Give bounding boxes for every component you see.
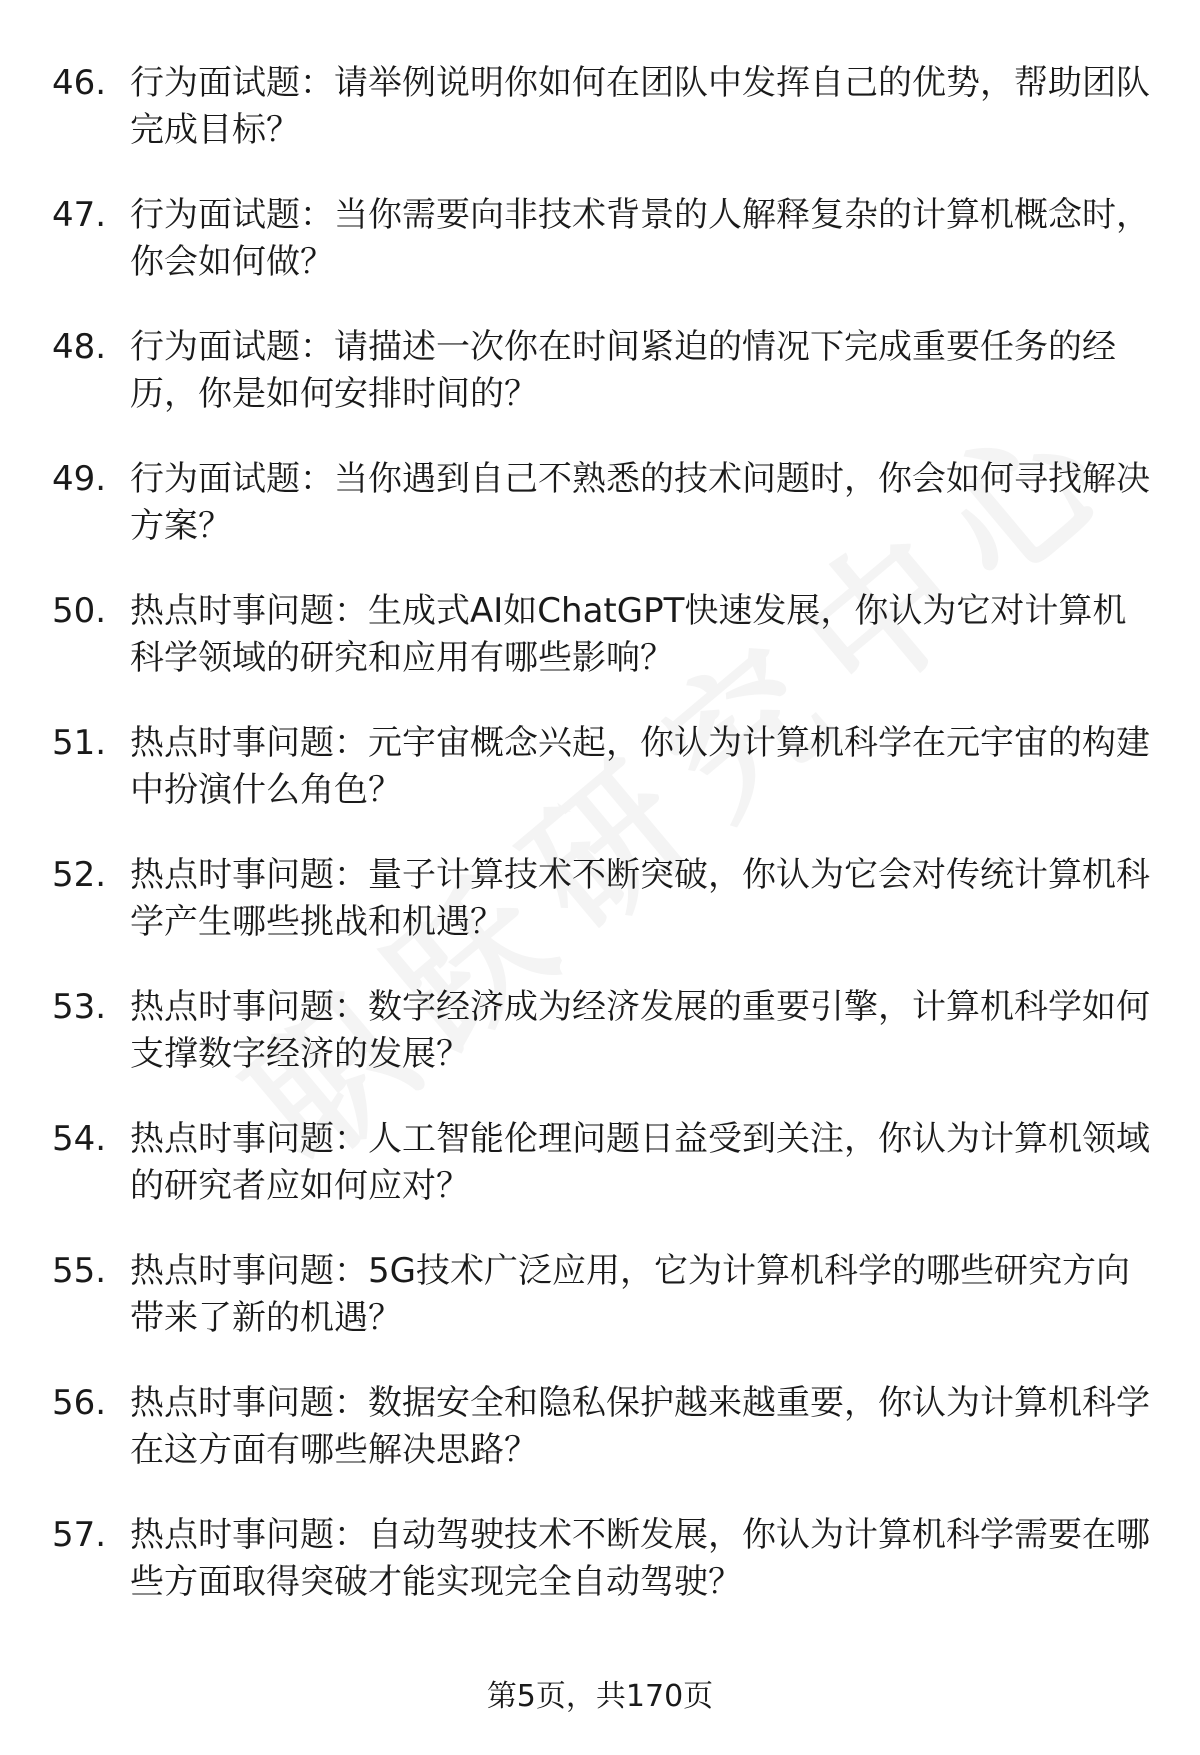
question-text: 热点时事问题：数字经济成为经济发展的重要引擎，计算机科学如何支撑数字经济的发展？ xyxy=(130,987,1150,1074)
list-item xyxy=(52,192,1152,324)
question-text: 热点时事问题：数据安全和隐私保护越来越重要，你认为计算机科学在这方面有哪些解决思路？ xyxy=(130,1383,1150,1470)
question-number: 55. xyxy=(52,1251,107,1291)
question-number: 48. xyxy=(52,327,107,367)
list-item xyxy=(52,60,1152,192)
question-text: 热点时事问题：量子计算技术不断突破，你认为它会对传统计算机科学产生哪些挑战和机遇？ xyxy=(130,855,1150,942)
list-item xyxy=(52,1380,1152,1512)
question-text: 热点时事问题：5G技术广泛应用，它为计算机科学的哪些研究方向带来了新的机遇？ xyxy=(130,1251,1130,1338)
question-list xyxy=(52,60,1152,1644)
list-item xyxy=(52,1116,1152,1248)
question-text: 热点时事问题：自动驾驶技术不断发展，你认为计算机科学需要在哪些方面取得突破才能实现完全自动驾驶？ xyxy=(130,1515,1150,1602)
list-item xyxy=(52,1248,1152,1380)
question-text: 行为面试题：当你需要向非技术背景的人解释复杂的计算机概念时，你会如何做？ xyxy=(130,195,1150,282)
question-number: 56. xyxy=(52,1383,107,1423)
question-number: 57. xyxy=(52,1515,107,1555)
question-number: 50. xyxy=(52,591,107,631)
question-number: 54. xyxy=(52,1119,107,1159)
list-item xyxy=(52,456,1152,588)
question-text: 行为面试题：请描述一次你在时间紧迫的情况下完成重要任务的经历，你是如何安排时间的？ xyxy=(130,327,1116,414)
question-text: 热点时事问题：元宇宙概念兴起，你认为计算机科学在元宇宙的构建中扮演什么角色？ xyxy=(130,723,1150,810)
question-text: 热点时事问题：生成式AI如ChatGPT快速发展，你认为它对计算机科学领域的研究和应用有哪些影响？ xyxy=(130,591,1127,678)
question-text: 热点时事问题：人工智能伦理问题日益受到关注，你认为计算机领域的研究者应如何应对？ xyxy=(130,1119,1150,1206)
question-number: 53. xyxy=(52,987,107,1027)
list-item xyxy=(52,324,1152,456)
question-number: 47. xyxy=(52,195,107,235)
list-item xyxy=(52,1512,1152,1644)
list-item xyxy=(52,720,1152,852)
question-number: 51. xyxy=(52,723,107,763)
list-item xyxy=(52,588,1152,720)
question-text: 行为面试题：当你遇到自己不熟悉的技术问题时，你会如何寻找解决方案？ xyxy=(130,459,1150,546)
list-item xyxy=(52,984,1152,1116)
list-item xyxy=(52,852,1152,984)
question-text: 行为面试题：请举例说明你如何在团队中发挥自己的优势，帮助团队完成目标？ xyxy=(130,63,1150,150)
page-footer: 第5页，共170页 xyxy=(486,1679,714,1714)
question-number: 52. xyxy=(52,855,107,895)
question-number: 46. xyxy=(52,63,107,103)
question-number: 49. xyxy=(52,459,107,499)
